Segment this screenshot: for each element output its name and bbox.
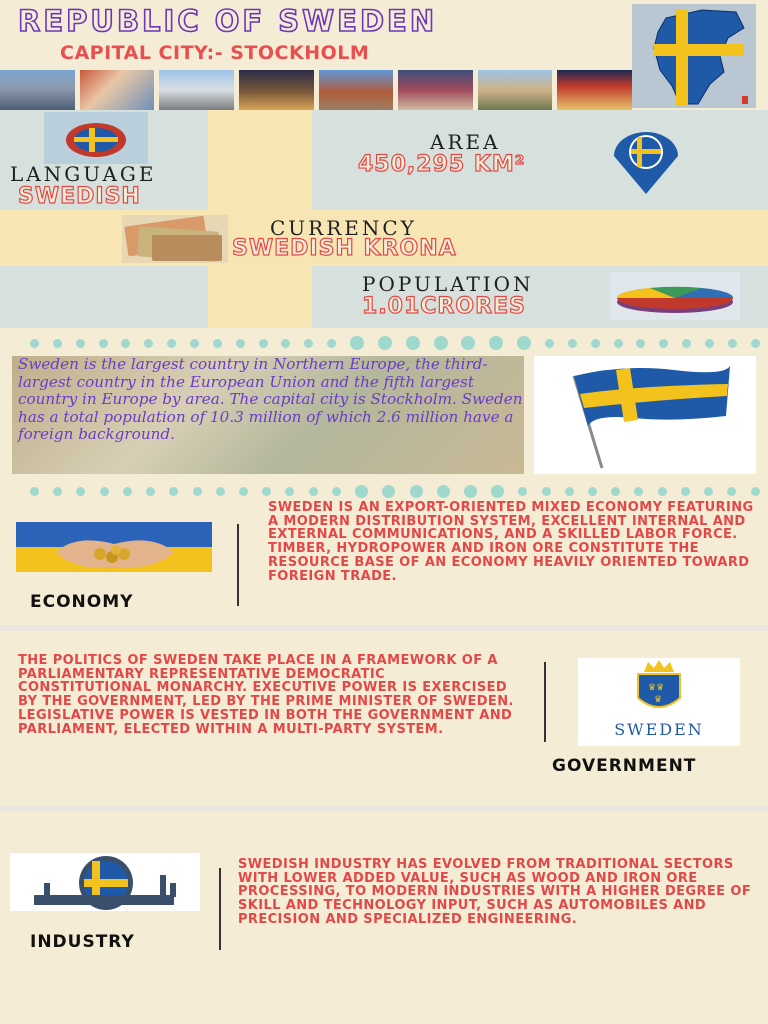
separator-dot: [146, 487, 155, 496]
economy-title: ECONOMY: [30, 592, 134, 612]
area-value: 450,295 KM²: [358, 152, 526, 177]
separator-dot: [659, 339, 668, 348]
separator-dot: [193, 487, 202, 496]
separator-dot: [437, 485, 450, 498]
language-label: LANGUAGE: [10, 162, 157, 186]
industry-title: INDUSTRY: [30, 932, 135, 952]
waving-flag-icon: [534, 356, 756, 474]
separator-dot: [682, 339, 691, 348]
separator-dot: [406, 336, 420, 350]
banknotes-icon: [122, 215, 228, 263]
government-divider: [544, 662, 546, 742]
section-divider: [0, 806, 768, 812]
separator-dot: [634, 487, 643, 496]
dot-separator: [30, 485, 760, 498]
separator-dot: [611, 487, 620, 496]
separator-dot: [100, 487, 109, 496]
capital-city: CAPITAL CITY:- STOCKHOLM: [60, 42, 370, 64]
city-photo: [557, 70, 632, 110]
location-pin-flag-icon: [606, 130, 686, 196]
separator-dot: [53, 487, 62, 496]
separator-dot: [262, 487, 271, 496]
city-photo: [398, 70, 473, 110]
separator-dot: [491, 485, 504, 498]
currency-value: SWEDISH KRONA: [232, 236, 457, 261]
city-photo: [319, 70, 394, 110]
coins-hands-icon: [16, 522, 212, 572]
separator-dot: [705, 339, 714, 348]
separator-dot: [350, 336, 364, 350]
separator-dot: [728, 339, 737, 348]
sweden-map-icon: [632, 4, 756, 108]
separator-dot: [464, 485, 477, 498]
separator-dot: [30, 487, 39, 496]
separator-dot: [213, 339, 222, 348]
separator-dot: [332, 487, 341, 496]
separator-dot: [167, 339, 176, 348]
city-photo: [239, 70, 314, 110]
separator-dot: [239, 487, 248, 496]
economy-divider: [237, 524, 239, 606]
section-divider: [0, 625, 768, 631]
separator-dot: [355, 485, 368, 498]
currency-label: CURRENCY: [270, 216, 417, 240]
separator-dot: [681, 487, 690, 496]
separator-dot: [99, 339, 108, 348]
separator-dot: [565, 487, 574, 496]
separator-dot: [704, 487, 713, 496]
separator-dot: [76, 487, 85, 496]
industry-gear-icon: [10, 853, 200, 911]
pie-chart-icon: [610, 272, 740, 320]
separator-dot: [190, 339, 199, 348]
separator-dot: [30, 339, 39, 348]
separator-dot: [545, 339, 554, 348]
about-paragraph: Sweden is the largest country in Northern Europe, the third-largest country in the European Union and the fifth largest country in Europe by area. The capital city is Stockholm. Sweden has a total population of 10.3 million of which 2.6 million have a foreign background.: [18, 355, 523, 443]
separator-dot: [304, 339, 313, 348]
separator-dot: [658, 487, 667, 496]
population-label: POPULATION: [362, 272, 534, 296]
dot-separator: [30, 336, 760, 350]
separator-dot: [434, 336, 448, 350]
svg-text:♛♛: ♛♛: [648, 683, 665, 693]
mouth-flag-icon: [44, 112, 148, 164]
separator-dot: [461, 336, 475, 350]
svg-text:♛: ♛: [654, 695, 663, 705]
separator-dot: [259, 339, 268, 348]
separator-dot: [727, 487, 736, 496]
separator-dot: [76, 339, 85, 348]
separator-dot: [121, 339, 130, 348]
city-photo-strip: [0, 70, 632, 110]
economy-paragraph: SWEDEN IS AN EXPORT-ORIENTED MIXED ECONOMY FEATURING A MODERN DISTRIBUTION SYSTEM, EXCELLENT INTERNAL AND EXTERNAL COMMUNICATIONS, AND A SKILLED LABOR FORCE. TIMBER, HYDROPOWER AND IRON ORE CONSTITUTE THE RESOURCE BASE OF AN ECONOMY HEAVILY ORIENTED TOWARD FOREIGN TRADE.: [268, 500, 754, 584]
city-photo: [478, 70, 553, 110]
coat-of-arms-icon: [578, 658, 740, 746]
city-photo: [159, 70, 234, 110]
separator-dot: [216, 487, 225, 496]
separator-dot: [489, 336, 503, 350]
separator-dot: [751, 339, 760, 348]
separator-dot: [53, 339, 62, 348]
government-paragraph: THE POLITICS OF SWEDEN TAKE PLACE IN A FRAMEWORK OF A PARLIAMENTARY REPRESENTATIVE DEMOCRATIC CONSTITUTIONAL MONARCHY. EXECUTIVE POWER IS EXERCISED BY THE GOVERNMENT, LED BY THE PRIME MINISTER OF SWEDEN. LEGISLATIVE POWER IS VESTED IN BOTH THE GOVERNMENT AND PARLIAMENT, ELECTED WITHIN A MULTI-PARTY SYSTEM.: [18, 653, 514, 737]
separator-dot: [378, 336, 392, 350]
language-value: SWEDISH: [18, 184, 141, 209]
city-photo: [0, 70, 75, 110]
separator-dot: [636, 339, 645, 348]
separator-dot: [614, 339, 623, 348]
separator-dot: [517, 336, 531, 350]
separator-dot: [568, 339, 577, 348]
industry-divider: [219, 868, 221, 950]
separator-dot: [285, 487, 294, 496]
population-value: 1.01CRORES: [362, 294, 526, 319]
separator-dot: [327, 339, 336, 348]
area-label: AREA: [430, 130, 501, 154]
separator-dot: [169, 487, 178, 496]
separator-dot: [309, 487, 318, 496]
separator-dot: [542, 487, 551, 496]
separator-dot: [591, 339, 600, 348]
separator-dot: [410, 485, 423, 498]
industry-paragraph: SWEDISH INDUSTRY HAS EVOLVED FROM TRADITIONAL SECTORS WITH LOWER ADDED VALUE, SUCH AS WOOD AND IRON ORE PROCESSING, TO MODERN INDUSTRIES WITH A HIGHER DEGREE OF SKILL AND TECHNOLOGY INPUT, SUCH AS AUTOMOBILES AND PRECISION AND SPECIALIZED ENGINEERING.: [238, 857, 752, 927]
coat-of-arms-label: SWEDEN: [614, 720, 704, 739]
separator-dot: [123, 487, 132, 496]
separator-dot: [751, 487, 760, 496]
separator-dot: [281, 339, 290, 348]
separator-dot: [588, 487, 597, 496]
page-title: REPUBLIC OF SWEDEN: [18, 4, 438, 38]
city-photo: [80, 70, 155, 110]
separator-dot: [382, 485, 395, 498]
separator-dot: [518, 487, 527, 496]
separator-dot: [144, 339, 153, 348]
separator-dot: [236, 339, 245, 348]
government-title: GOVERNMENT: [552, 756, 697, 776]
